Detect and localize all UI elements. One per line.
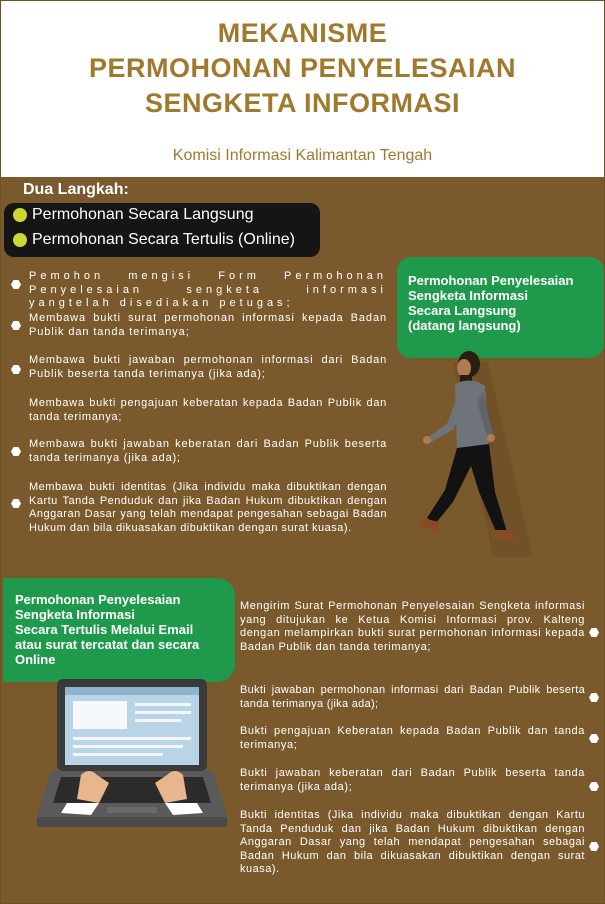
step-item-direct: [13, 206, 254, 224]
requirement-direct-1: Pemohon mengisi Form Permohonan Penyelesaian sengketa informasi yangtelah disediakan petugas;: [29, 270, 387, 309]
title-line-2: PERMOHONAN PENYELESAIAN: [88, 53, 517, 83]
hexagon-bullet-icon: [11, 499, 21, 508]
requirement-written-2: Bukti jawaban permohonan informasi dari Badan Publik beserta tanda terimanya (jika ada);: [240, 684, 585, 710]
step-item-online: [13, 231, 295, 249]
step-label: Permohonan Secara Tertulis (Online): [32, 231, 295, 248]
hexagon-bullet-icon: [589, 782, 599, 791]
bullet-dot-icon: [13, 233, 27, 247]
box-line: atau surat tercatat dan secara: [15, 637, 200, 652]
step-label: Permohonan Secara Langsung: [32, 206, 254, 223]
written-request-box: [3, 578, 235, 682]
subtitle: Komisi Informasi Kalimantan Tengah: [172, 147, 433, 164]
box-line: Permohonan Penyelesaian: [408, 273, 574, 288]
requirement-written-1: Mengirim Surat Permohonan Penyelesaian Sengketa informasi yang ditujukan ke Ketua Komisi Informasi prov. Kalteng dengan melampirkan bukti surat permohonan informasi kepada Badan Publik dan tanda terimanya;: [240, 600, 585, 653]
hexagon-bullet-icon: [11, 321, 21, 330]
box-line: Sengketa Informasi: [408, 288, 528, 303]
requirement-direct-4: Membawa bukti pengajuan keberatan kepada Badan Publik dan tanda terimanya;: [29, 397, 387, 423]
title-line-1: MEKANISME: [217, 18, 388, 48]
laptop-typing-illustration: [37, 679, 227, 831]
hexagon-bullet-icon: [11, 447, 21, 456]
title-line-3: SENGKETA INFORMASI: [144, 88, 460, 118]
steps-box: [4, 203, 320, 257]
walking-man-illustration: [413, 342, 533, 557]
box-line: Online: [15, 652, 56, 667]
requirement-written-5: Bukti identitas (Jika individu maka dibuktikan dengan Kartu Tanda Penduduk dan jika Badan Hukum dibuktikan dengan Anggaran Dasar yang telah mendapat pengesahan sebagai Badan Hukum dan bila dikuasakan dibuktikan dengan surat kuasa).: [240, 809, 585, 875]
hexagon-bullet-icon: [589, 734, 599, 743]
requirement-direct-2: Membawa bukti surat permohonan informasi kepada Badan Publik dan tanda terimanya;: [29, 312, 387, 338]
box-line: (datang langsung): [408, 318, 521, 333]
requirement-direct-3: Membawa bukti jawaban permohonan informasi dari Badan Publik beserta tanda terimanya (jika ada);: [29, 354, 387, 380]
hexagon-bullet-icon: [589, 628, 599, 637]
steps-heading: Dua Langkah:: [23, 181, 129, 198]
box-line: Secara Langsung: [408, 303, 517, 318]
header: [1, 1, 604, 177]
requirement-written-3: Bukti pengajuan Keberatan kepada Badan Publik dan tanda terimanya;: [240, 725, 585, 751]
box-line: Secara Tertulis Melalui Email: [15, 622, 194, 637]
requirement-direct-5: Membawa bukti jawaban keberatan dari Badan Publik beserta tanda terimanya (jika ada);: [29, 438, 387, 464]
hexagon-bullet-icon: [589, 693, 599, 702]
hexagon-bullet-icon: [11, 280, 21, 289]
box-line: Permohonan Penyelesaian: [15, 592, 181, 607]
box-line: Sengketa Informasi: [15, 607, 135, 622]
requirement-direct-6: Membawa bukti identitas (Jika individu maka dibuktikan dengan Kartu Tanda Penduduk dan jika Badan Hukum dibuktikan dengan Anggaran Dasar yang telah mendapat pengesahan sebagai Badan Hukum dan bila dikuasakan dibuktikan dengan surat kuasa).: [29, 481, 387, 534]
bullet-dot-icon: [13, 208, 27, 222]
content-area: [1, 177, 604, 904]
hexagon-bullet-icon: [11, 365, 21, 374]
hexagon-bullet-icon: [589, 842, 599, 851]
requirement-written-4: Bukti jawaban keberatan dari Badan Publik beserta tanda terimanya (jika ada);: [240, 767, 585, 793]
